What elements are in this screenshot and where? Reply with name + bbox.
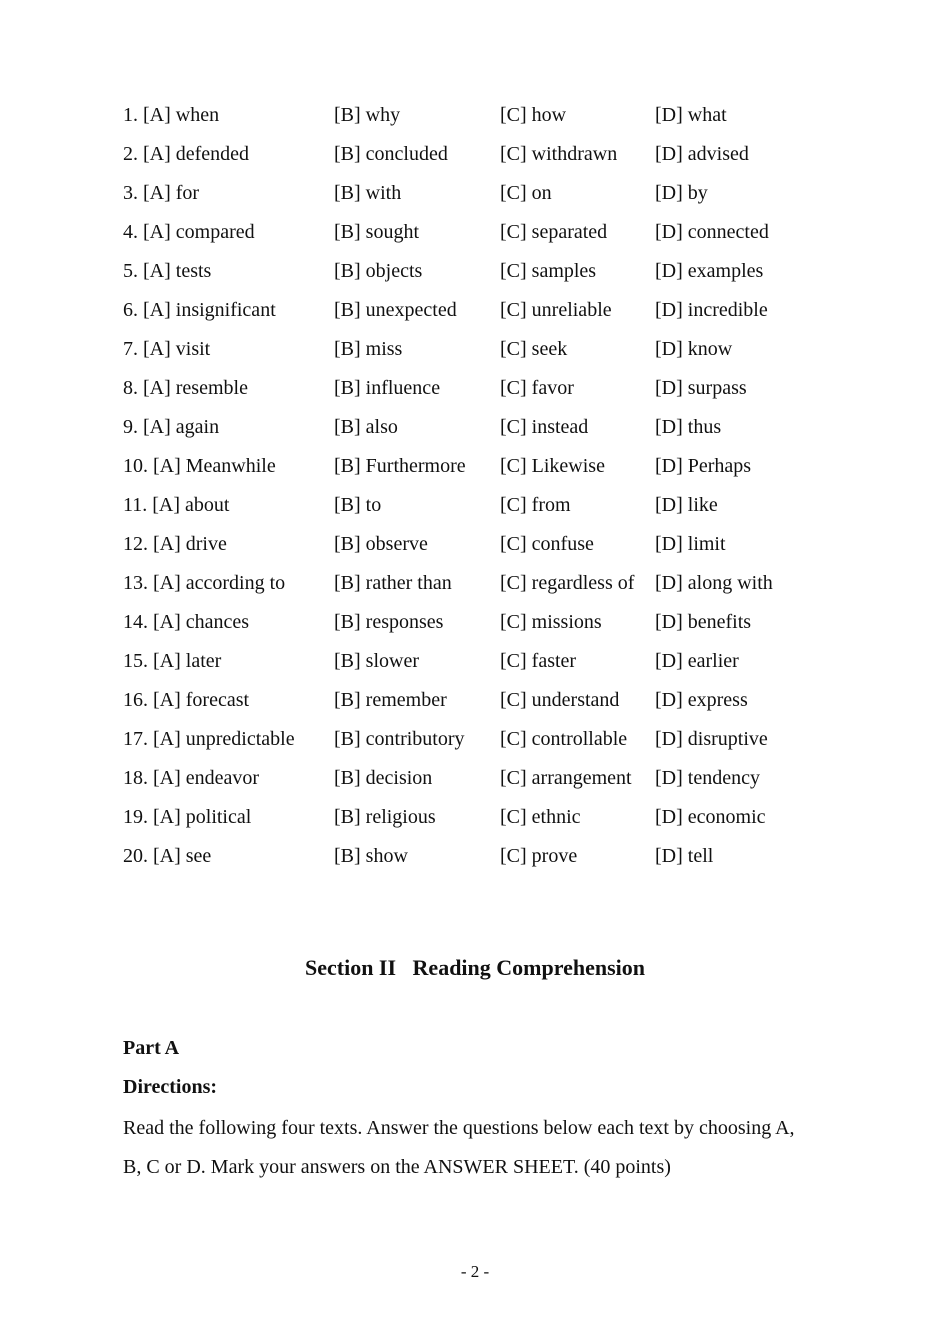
- part-title: Part A: [123, 1037, 180, 1059]
- option-a: 7. [A] visit: [123, 338, 211, 360]
- option-c: [C] Likewise: [500, 455, 605, 477]
- option-c: [C] samples: [500, 260, 597, 282]
- option-c: [C] controllable: [500, 728, 628, 750]
- question-row: [0, 330, 950, 369]
- option-c: [C] from: [500, 494, 571, 516]
- option-b: [B] show: [334, 845, 408, 867]
- option-c: [C] understand: [500, 689, 620, 711]
- question-row: [0, 525, 950, 564]
- directions-label: Directions:: [123, 1076, 218, 1098]
- option-a: 13. [A] according to: [123, 572, 286, 594]
- option-a: 10. [A] Meanwhile: [123, 455, 276, 477]
- option-b: [B] unexpected: [334, 299, 457, 321]
- option-c: [C] ethnic: [500, 806, 581, 828]
- option-c: [C] withdrawn: [500, 143, 618, 165]
- option-b: [B] concluded: [334, 143, 448, 165]
- option-b: [B] slower: [334, 650, 419, 672]
- question-row: [0, 213, 950, 252]
- option-a: 8. [A] resemble: [123, 377, 248, 399]
- option-d: [D] examples: [655, 260, 764, 282]
- directions-line: B, C or D. Mark your answers on the ANSWER SHEET. (40 points): [123, 1156, 671, 1178]
- question-row: [0, 369, 950, 408]
- option-a: 17. [A] unpredictable: [123, 728, 295, 750]
- option-d: [D] Perhaps: [655, 455, 752, 477]
- option-b: [B] rather than: [334, 572, 452, 594]
- question-row: [0, 96, 950, 135]
- option-c: [C] instead: [500, 416, 589, 438]
- question-row: [0, 603, 950, 642]
- option-a: 19. [A] political: [123, 806, 252, 828]
- question-row: [0, 135, 950, 174]
- option-d: [D] know: [655, 338, 733, 360]
- option-a: 18. [A] endeavor: [123, 767, 260, 789]
- directions-line: Read the following four texts. Answer the questions below each text by choosing A,: [123, 1117, 795, 1139]
- option-d: [D] benefits: [655, 611, 752, 633]
- option-b: [B] contributory: [334, 728, 465, 750]
- option-d: [D] tell: [655, 845, 714, 867]
- section-title: Section II Reading Comprehension: [304, 955, 646, 980]
- option-b: [B] religious: [334, 806, 436, 828]
- option-b: [B] with: [334, 182, 402, 204]
- option-b: [B] to: [334, 494, 382, 516]
- option-b: [B] remember: [334, 689, 447, 711]
- option-a: 14. [A] chances: [123, 611, 250, 633]
- option-b: [B] influence: [334, 377, 441, 399]
- option-a: 20. [A] see: [123, 845, 212, 867]
- option-d: [D] disruptive: [655, 728, 768, 750]
- option-c: [C] separated: [500, 221, 608, 243]
- option-a: 12. [A] drive: [123, 533, 227, 555]
- option-d: [D] express: [655, 689, 748, 711]
- option-c: [C] seek: [500, 338, 568, 360]
- option-a: 3. [A] for: [123, 182, 200, 204]
- question-row: [0, 252, 950, 291]
- option-d: [D] by: [655, 182, 708, 204]
- option-a: 15. [A] later: [123, 650, 222, 672]
- question-row: [0, 720, 950, 759]
- option-c: [C] on: [500, 182, 552, 204]
- option-d: [D] limit: [655, 533, 726, 555]
- option-a: 9. [A] again: [123, 416, 220, 438]
- option-a: 5. [A] tests: [123, 260, 212, 282]
- directions-text: [123, 1109, 823, 1187]
- option-b: [B] decision: [334, 767, 433, 789]
- option-a: 4. [A] compared: [123, 221, 255, 243]
- option-a: 2. [A] defended: [123, 143, 250, 165]
- option-c: [C] missions: [500, 611, 602, 633]
- option-c: [C] arrangement: [500, 767, 632, 789]
- cloze-options-list: [0, 96, 950, 876]
- question-row: [0, 642, 950, 681]
- option-b: [B] why: [334, 104, 401, 126]
- option-d: [D] connected: [655, 221, 769, 243]
- option-d: [D] what: [655, 104, 727, 126]
- option-c: [C] regardless of: [500, 572, 635, 594]
- option-d: [D] along with: [655, 572, 773, 594]
- question-row: [0, 681, 950, 720]
- option-d: [D] like: [655, 494, 718, 516]
- option-b: [B] objects: [334, 260, 423, 282]
- option-c: [C] confuse: [500, 533, 594, 555]
- option-b: [B] Furthermore: [334, 455, 466, 477]
- option-d: [D] tendency: [655, 767, 760, 789]
- question-row: [0, 447, 950, 486]
- option-d: [D] thus: [655, 416, 722, 438]
- option-d: [D] economic: [655, 806, 766, 828]
- question-row: [0, 174, 950, 213]
- option-b: [B] observe: [334, 533, 428, 555]
- option-d: [D] surpass: [655, 377, 747, 399]
- option-d: [D] incredible: [655, 299, 768, 321]
- question-row: [0, 759, 950, 798]
- option-d: [D] advised: [655, 143, 749, 165]
- option-b: [B] sought: [334, 221, 419, 243]
- question-row: [0, 837, 950, 876]
- question-row: [0, 408, 950, 447]
- option-b: [B] miss: [334, 338, 403, 360]
- page-number: - 2 -: [460, 1262, 490, 1281]
- question-row: [0, 486, 950, 525]
- option-c: [C] faster: [500, 650, 577, 672]
- option-b: [B] also: [334, 416, 398, 438]
- question-row: [0, 291, 950, 330]
- option-b: [B] responses: [334, 611, 444, 633]
- option-a: 16. [A] forecast: [123, 689, 250, 711]
- question-row: [0, 798, 950, 837]
- option-c: [C] unreliable: [500, 299, 612, 321]
- option-a: 6. [A] insignificant: [123, 299, 276, 321]
- option-d: [D] earlier: [655, 650, 739, 672]
- option-c: [C] favor: [500, 377, 574, 399]
- option-c: [C] prove: [500, 845, 578, 867]
- option-a: 11. [A] about: [123, 494, 230, 516]
- option-a: 1. [A] when: [123, 104, 220, 126]
- question-row: [0, 564, 950, 603]
- option-c: [C] how: [500, 104, 567, 126]
